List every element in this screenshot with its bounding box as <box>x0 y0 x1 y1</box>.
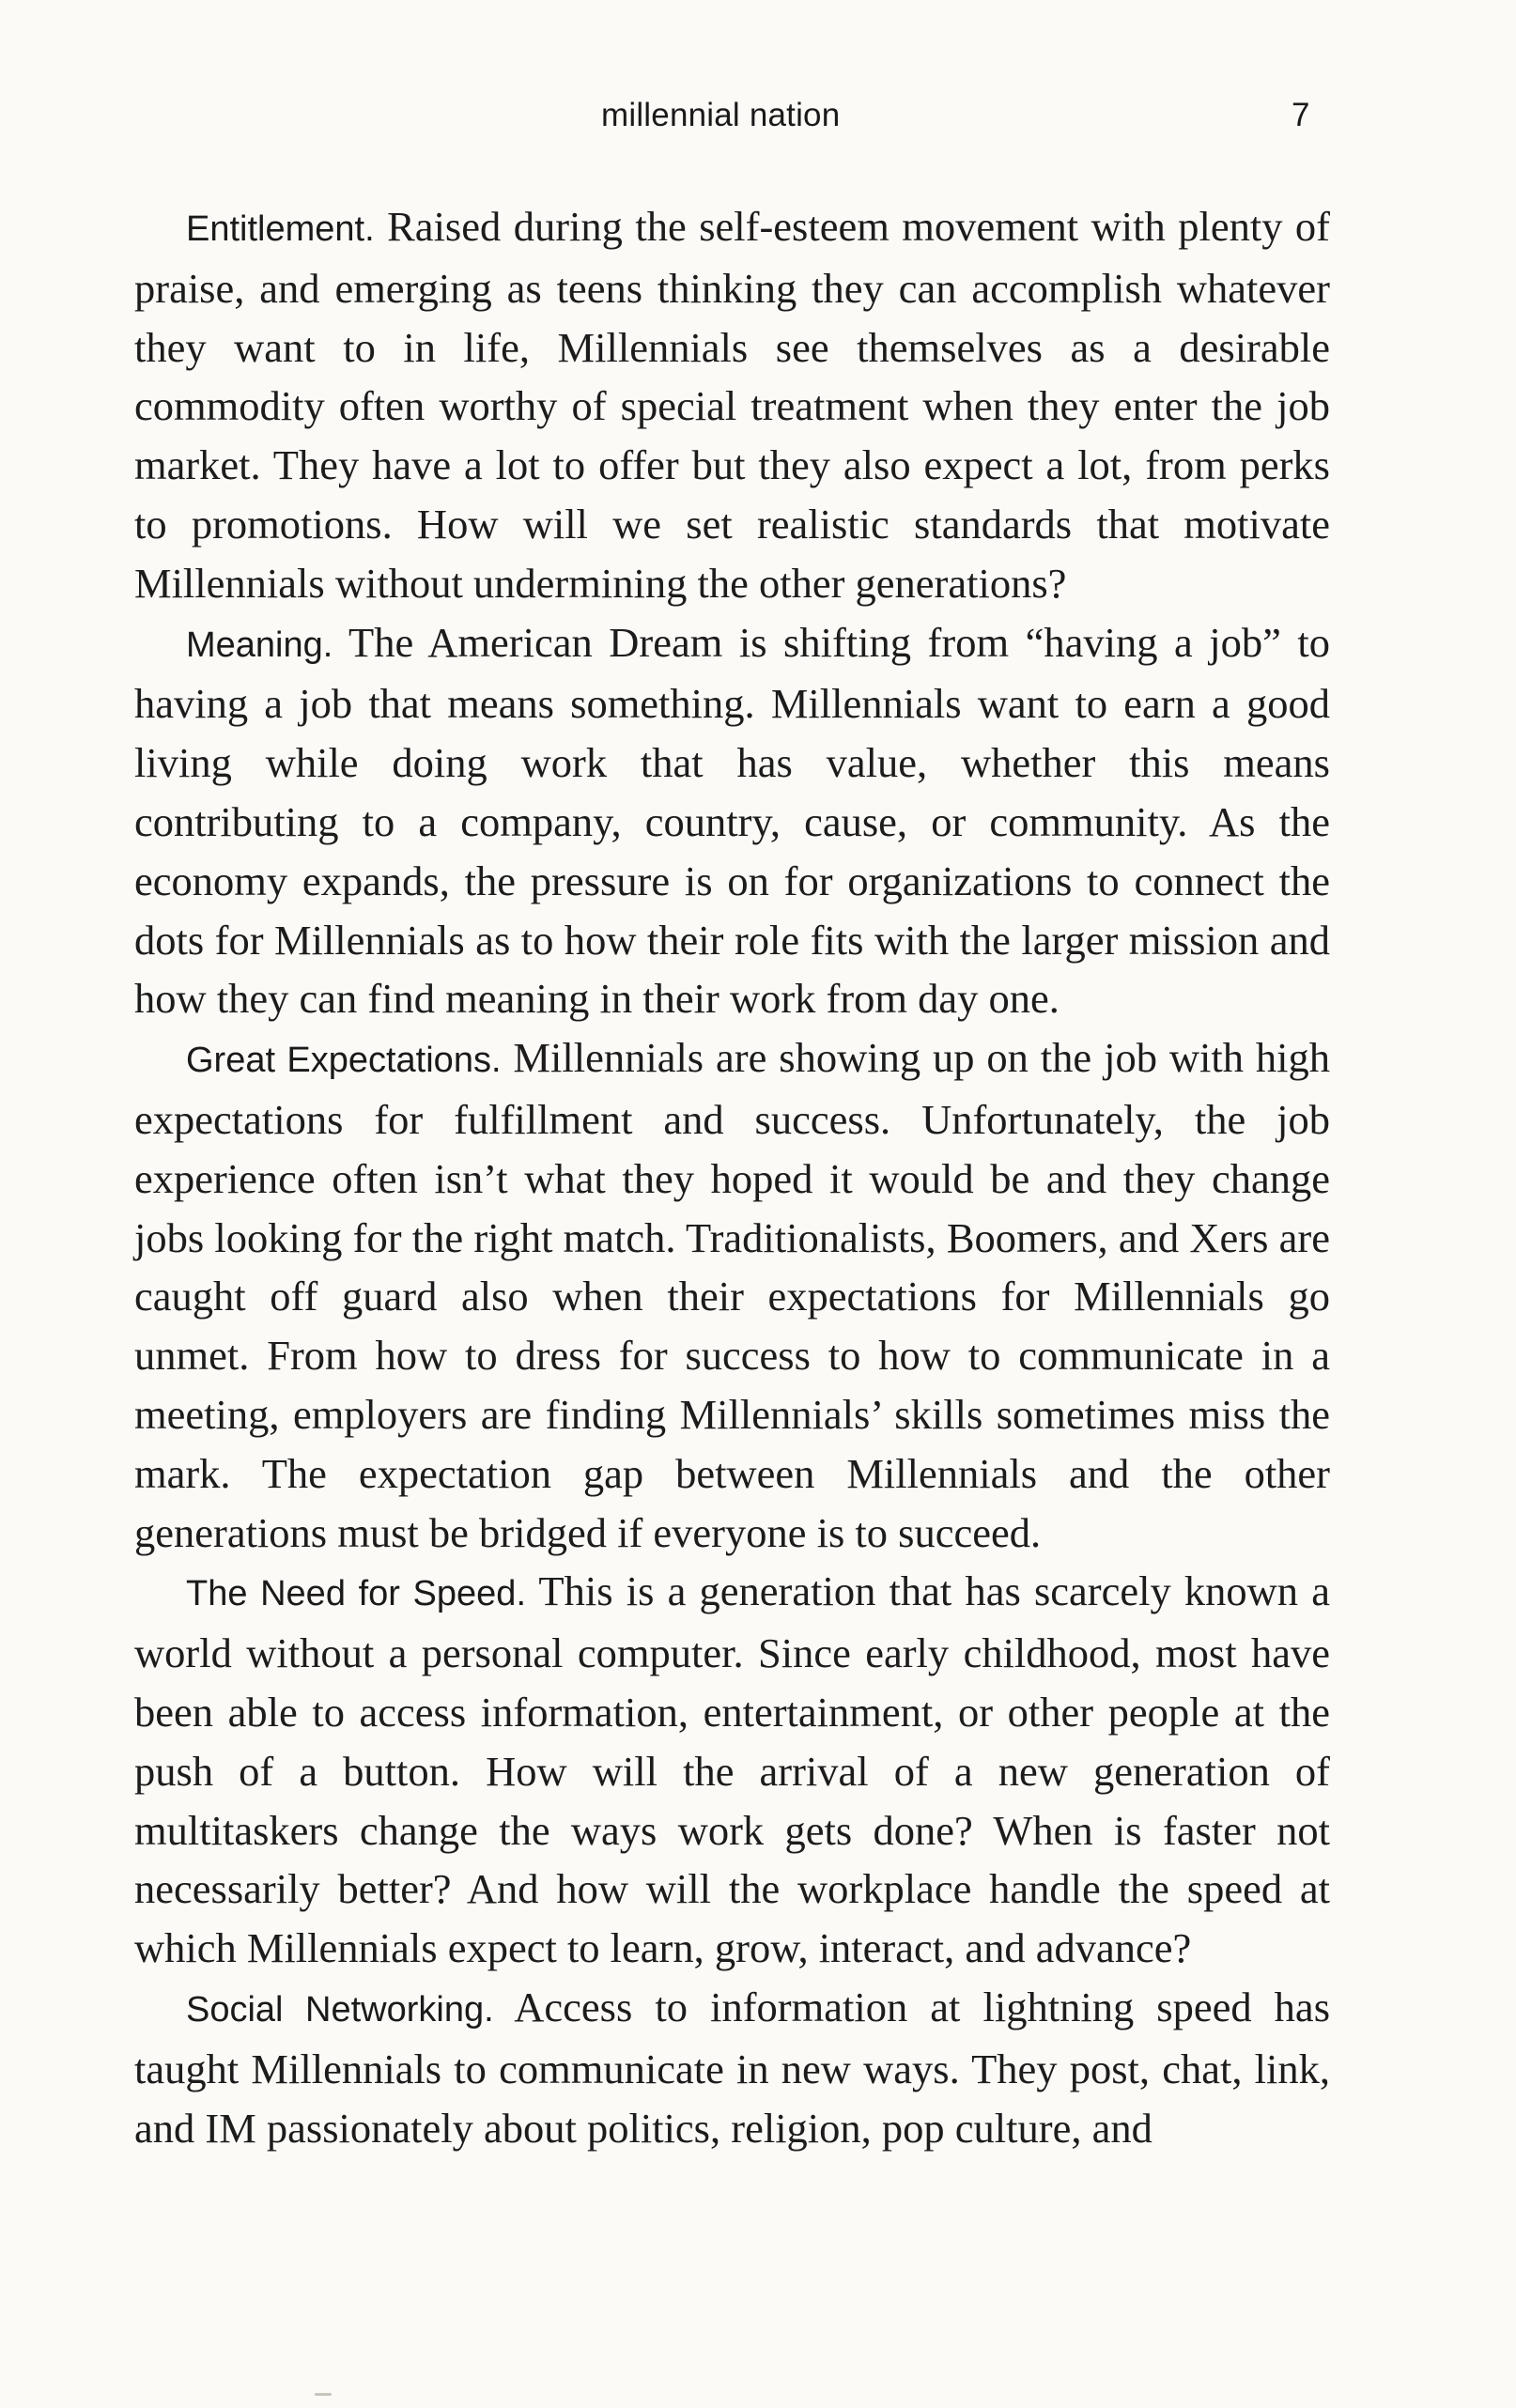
running-head-title: millennial nation <box>601 97 841 133</box>
paragraph-text-need-for-speed: This is a generation that has scarcely known a world without a personal computer. Since early childhood, most have been able to access information, entertainment, or other people at the push of a button. How will the arrival of a new generation of multitaskers change the ways work gets done? When is faster not necessarily better? And how will the workplace handle the speed at which Millennials expect to learn, grow, interact, and advance? <box>134 1567 1331 1972</box>
paragraph-social-networking <box>134 1978 1330 2157</box>
paragraph-text-great-expectations: Millennials are showing up on the job with high expectations for fulfillment and success. Unfortunately, the job experience often isn’t what they hoped it would be and they change jobs looking for the right match. Traditionalists, Boomers, and Xers are caught off guard also when their expectations for Millennials go unmet. From how to dress for success to how to communicate in a meeting, employers are finding Millennials’ skills sometimes miss the mark. The expectation gap between Millennials and the other generations must be bridged if everyone is to succeed. <box>134 1034 1330 1556</box>
run-in-heading-social-networking: Social Networking. <box>186 1989 494 2030</box>
run-in-heading-great-expectations: Great Expectations. <box>186 1041 502 1081</box>
paragraph-need-for-speed <box>134 1562 1330 1978</box>
run-in-heading-meaning: Meaning. <box>186 625 333 665</box>
paragraph-great-expectations <box>134 1028 1330 1562</box>
page-number: 7 <box>1292 97 1310 133</box>
paragraph-entitlement <box>134 197 1330 613</box>
run-in-heading-need-for-speed: The Need for Speed. <box>186 1574 526 1614</box>
body-text <box>134 197 1330 2157</box>
paragraph-text-entitlement: Raised during the self-esteem movement with plenty of praise, and emerging as teens thinking they can accomplish whatever they want to in life, Millennials see themselves as a desirable commodity often worthy of special treatment when they enter the job market. They have a lot to offer but they also expect a lot, from perks to promotions. How will we set realistic standards that motivate Millennials without undermining the other generations? <box>134 203 1330 607</box>
run-in-heading-entitlement: Entitlement. <box>186 209 375 249</box>
scan-artifact-mark <box>315 2393 332 2396</box>
paragraph-meaning <box>134 613 1330 1029</box>
paragraph-text-meaning: The American Dream is shifting from “having a job” to having a job that means something. Millennials want to earn a good living while doing work that has value, whether this means contributing to a company, country, cause, or community. As the economy expands, the pressure is on for organizations to connect the dots for Millennials as to how their role fits with the larger mission and how they can find meaning in their work from day one. <box>134 618 1330 1023</box>
paragraph-text-social-networking: Access to information at lightning speed has taught Millennials to communicate in new ways. They post, chat, link, and IM passionately about politics, religion, pop culture, and <box>134 1983 1331 2152</box>
